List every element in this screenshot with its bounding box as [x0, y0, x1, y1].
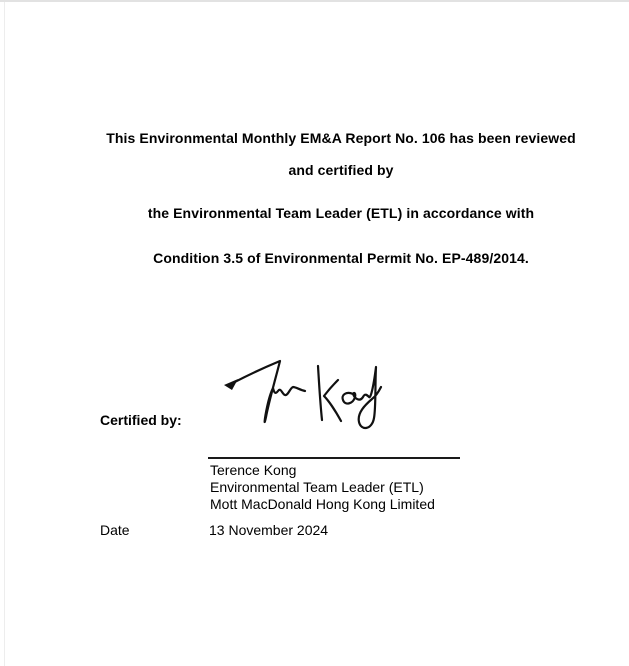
signatory-company: Mott MacDonald Hong Kong Limited — [210, 496, 435, 512]
signatory-block — [210, 462, 435, 513]
handwritten-signature-icon — [218, 349, 388, 441]
statement-line-2: and certified by — [288, 162, 394, 178]
page-top-edge-line — [0, 0, 629, 2]
signatory-name: Terence Kong — [210, 462, 297, 478]
signature-line — [208, 457, 460, 459]
date-value: 13 November 2024 — [209, 522, 329, 538]
statement-line-4: Condition 3.5 of Environmental Permit No. EP-489/2014. — [153, 250, 529, 266]
statement-line-1: This Environmental Monthly EM&A Report No. 106 has been reviewed — [106, 130, 576, 146]
certified-by-label: Certified by: — [100, 412, 182, 428]
date-label: Date — [100, 522, 130, 538]
signature-arrow-flick — [224, 379, 238, 390]
statement-line-3: the Environmental Team Leader (ETL) in accordance with — [147, 205, 535, 221]
page-left-edge-line — [4, 2, 5, 666]
signatory-title: Environmental Team Leader (ETL) — [210, 479, 424, 495]
